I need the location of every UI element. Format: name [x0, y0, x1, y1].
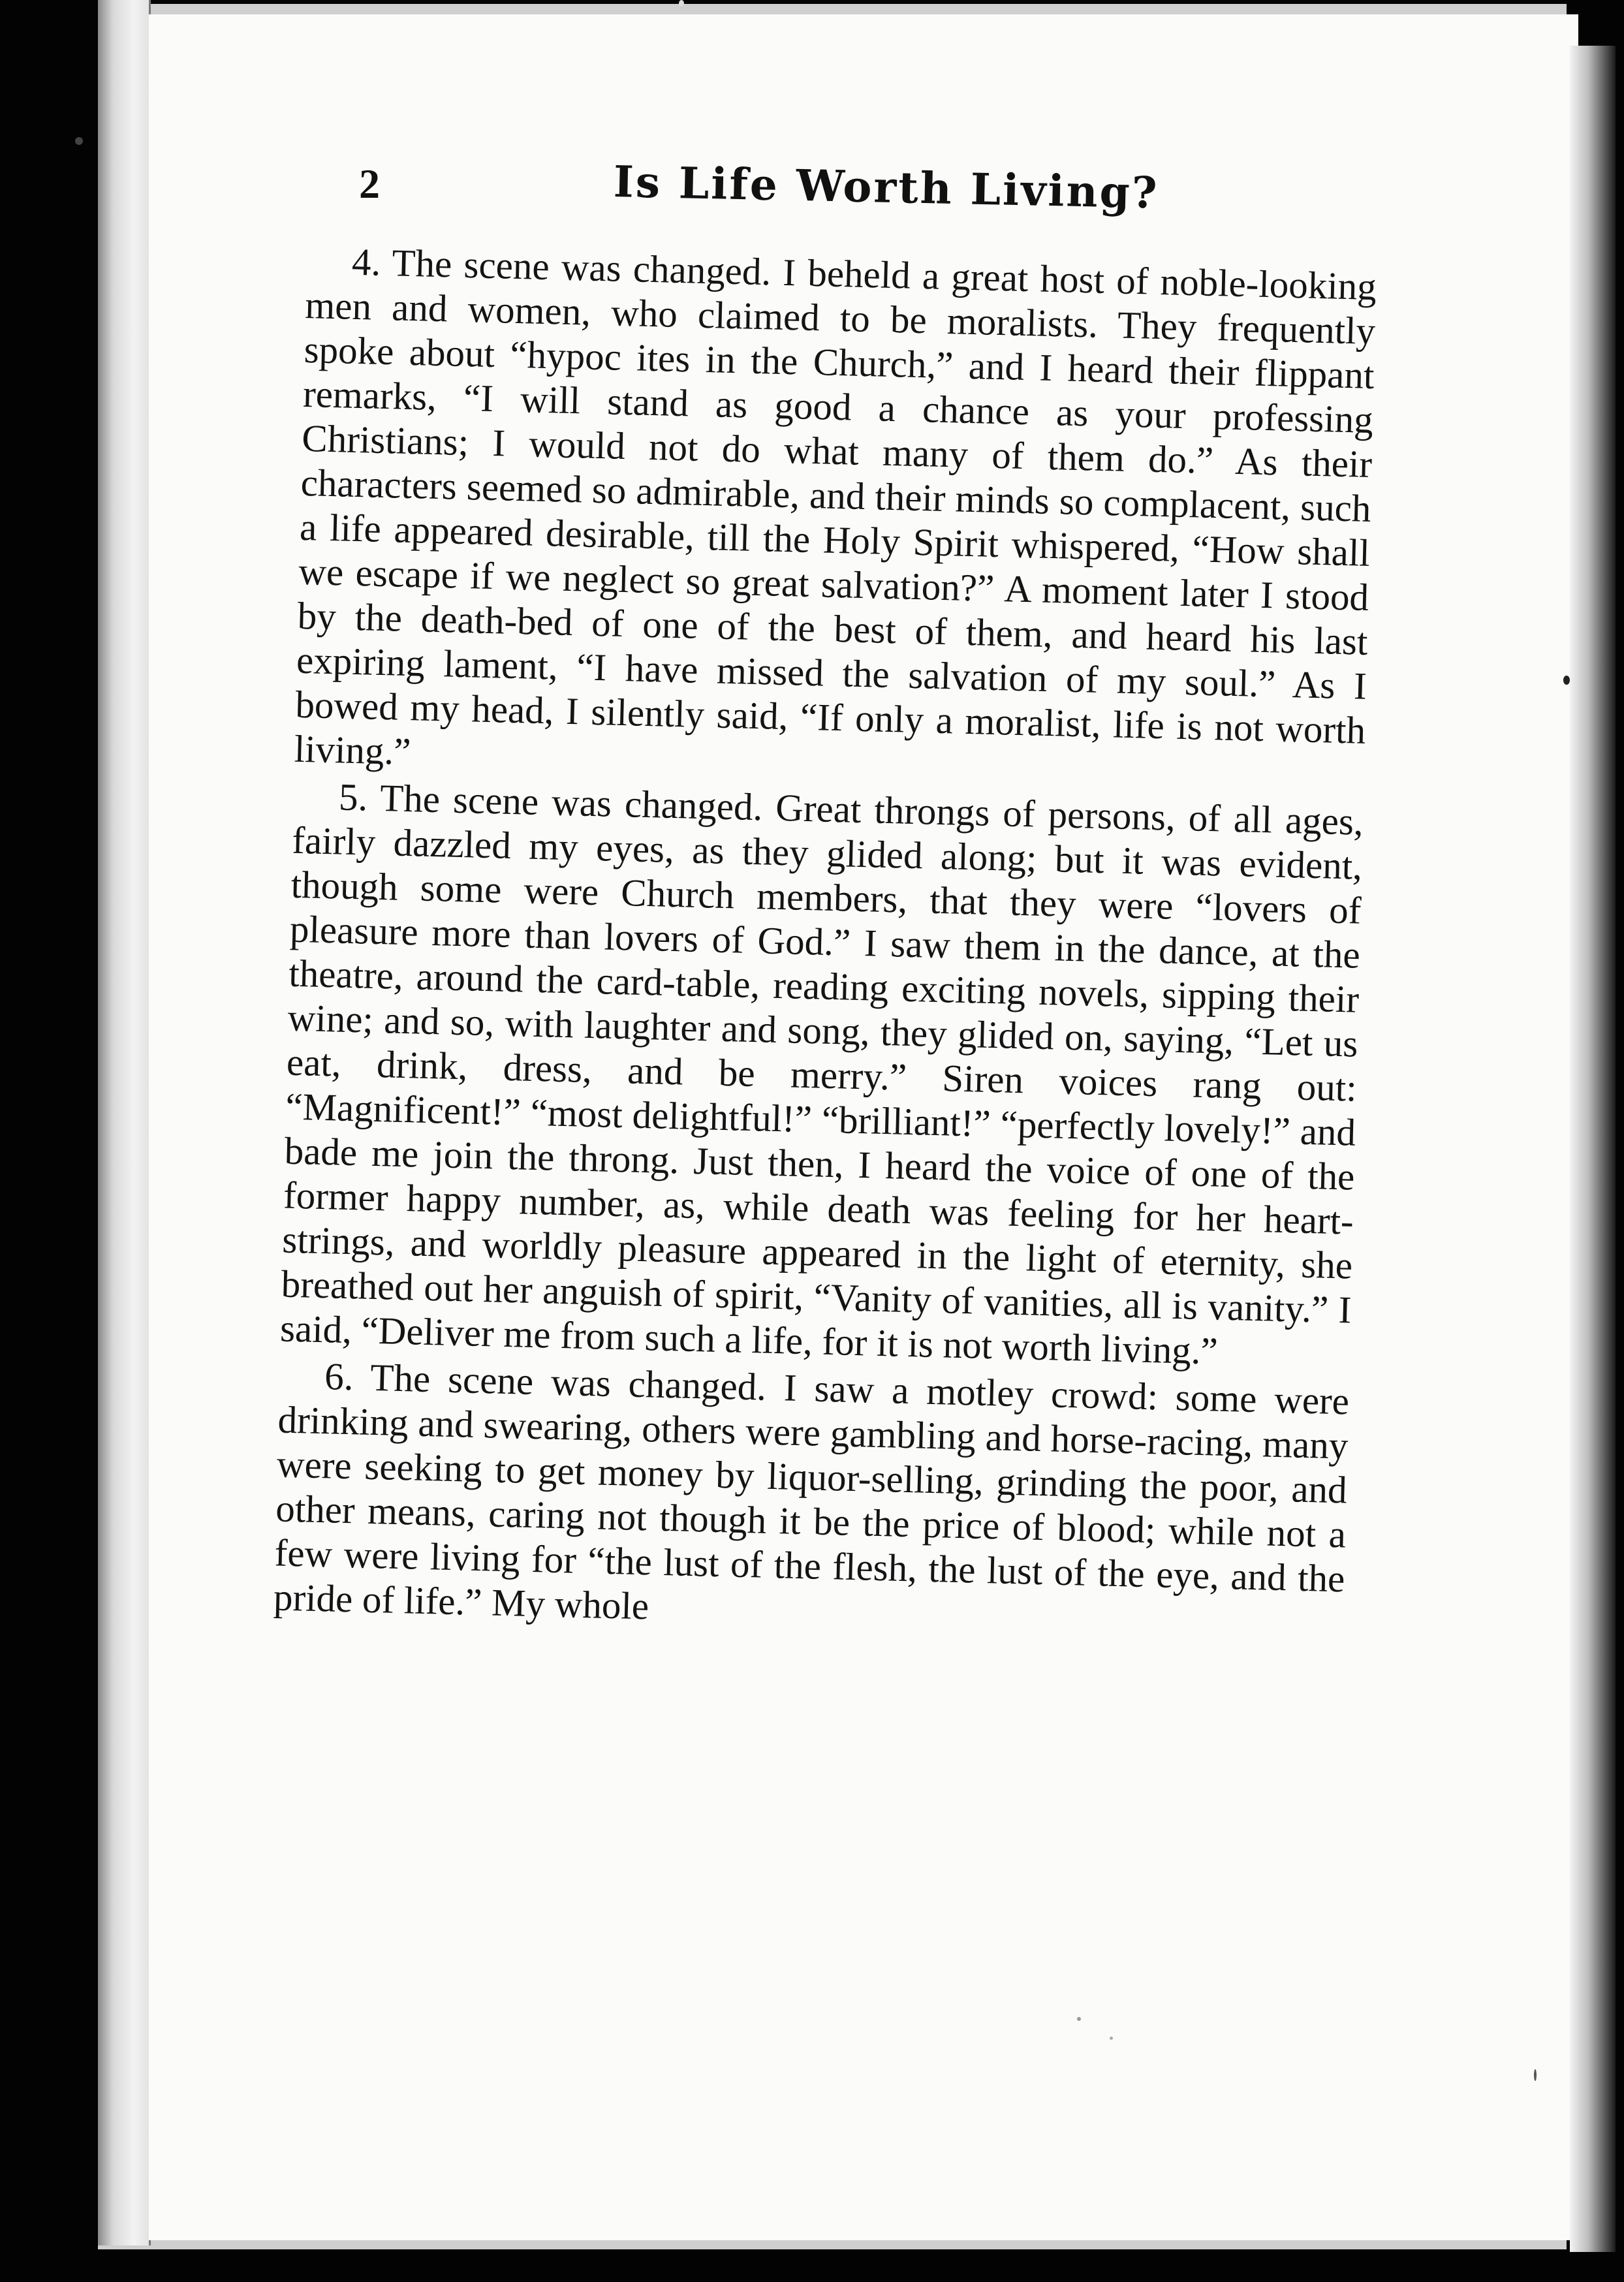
book-spine-edge: [98, 0, 151, 2245]
running-title: Is Life Worth Living?: [613, 156, 1160, 219]
paragraph-4: 4. The scene was changed. I beheld a great host of noble-looking men and women, who claimed to be moralists. They frequently spoke about “hypoc ites in the Church,” and I heard their flippant remarks, “I will stand as good a chance as your professing Christians; I would not do what many of them do.” As their characters seemed so admirable, and their minds so complacent, such a life appeared desirable, till the Holy Spirit whispered, “How shall we escape if we neglect so great salvation?” A moment later I stood by the death-bed of one of the best of them, and heard his last expiring lament, “I have missed the salvation of my soul.” As I bowed my head, I silently said, “If only a moralist, life is not worth living.”: [294, 240, 1377, 774]
paragraph-6: 6. The scene was changed. I saw a motley crowd: some were drinking and swearing, others were gambling and horse-racing, many were seeking to get money by liquor-selling, grinding the poor, and other means, caring not though it be the price of blood; while not a few were living for “the lust of the flesh, the lust of the eye, and the pride of life.” My whole: [273, 1354, 1350, 1628]
paragraph-5: 5. The scene was changed. Great throngs of persons, of all ages, fairly dazzled my eyes, as they glided along; but it was evident, though some were Church members, that they were “lovers of pleasure more than lovers of God.” I saw them in the dance, at the theatre, around the card-table, reading exciting novels, sipping their wine; and so, with laughter and song, they glided on, saying, “Let us eat, drink, dress, and be merry.” Siren voices rang out: “Magnificent!” “most delightful!” “brilliant!” “perfectly lovely!” and bade me join the throng. Just then, I heard the voice of one of the former happy number, as, while death was feeling for her heart-strings, and worldly pleasure appeared in the light of eternity, she breathed out her anguish of spirit, “Vanity of vanities, all is vanity.” I said, “Deliver me from such a life, for it is not worth living.”: [279, 775, 1364, 1373]
page-number: 2: [359, 161, 380, 207]
page-body: [273, 238, 1377, 1648]
page-right-edge: [1570, 46, 1616, 2252]
page-header: [359, 153, 1456, 232]
